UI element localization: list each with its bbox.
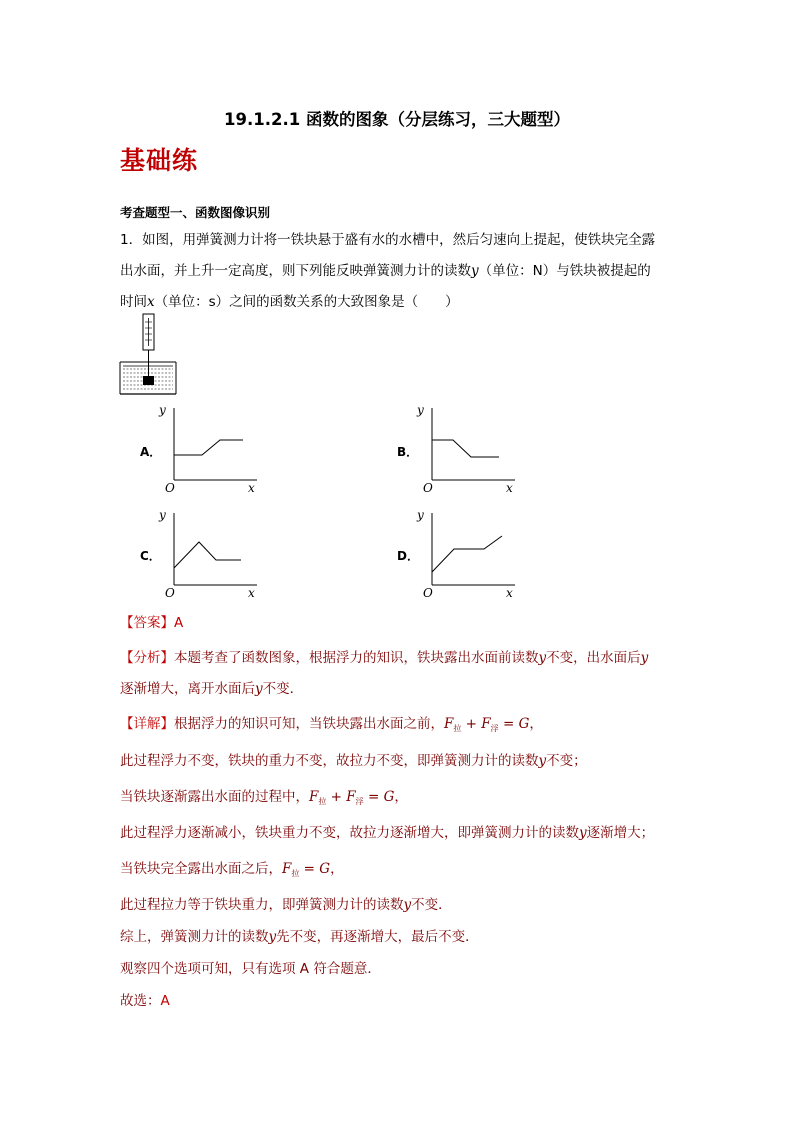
option-d-label: D．: [397, 549, 419, 563]
option-b-label: B．: [397, 445, 419, 459]
svg-text:y: y: [417, 403, 424, 417]
svg-text:O: O: [423, 586, 433, 600]
option-c-label: C．: [140, 549, 161, 563]
answer-line: 【答案】A: [120, 615, 184, 631]
option-c-graph: [155, 505, 265, 600]
question-line-2: 出水面，并上升一定高度，则下列能反映弹簧测力计的读数y（单位：N）与铁块被提起的: [120, 263, 651, 279]
svg-text:y: y: [159, 508, 166, 522]
svg-text:O: O: [165, 586, 175, 600]
option-b-graph: [413, 400, 523, 495]
svg-text:O: O: [423, 481, 433, 495]
detail-line-4: 此过程浮力逐渐减小，铁块重力不变，故拉力逐渐增大，即弹簧测力计的读数y逐渐增大；: [120, 825, 655, 841]
svg-text:y: y: [417, 508, 424, 522]
svg-text:y: y: [159, 403, 166, 417]
detail-line-5: 当铁块完全露出水面之后，$F_拉 = G$，: [120, 861, 344, 878]
svg-text:x: x: [506, 586, 513, 600]
detail-line-9: 故选：A: [120, 993, 170, 1009]
svg-text:x: x: [248, 586, 255, 600]
detail-line-2: 此过程浮力不变，铁块的重力不变，故拉力不变，即弹簧测力计的读数y不变；: [120, 753, 587, 769]
question-type-heading: 考查题型一、函数图像识别: [120, 205, 271, 220]
spring-scale-tank-figure: [118, 312, 180, 396]
detail-line-7: 综上，弹簧测力计的读数y先不变，再逐渐增大，最后不变．: [120, 929, 479, 945]
detail-line-3: 当铁块逐渐露出水面的过程中，$F_拉 + F_浮 = G$，: [120, 789, 408, 806]
detail-line-6: 此过程拉力等于铁块重力，即弹簧测力计的读数y不变．: [120, 897, 452, 913]
question-line-3: 时间x（单位：s）之间的函数关系的大致图象是（ ）: [120, 294, 459, 310]
svg-text:O: O: [165, 481, 175, 495]
detail-line-1: 【详解】根据浮力的知识可知，当铁块露出水面之前，$F_拉 + F_浮 = G$，: [120, 716, 543, 733]
option-a-label: A．: [140, 445, 162, 459]
option-d-graph: [413, 505, 523, 600]
section-heading: 基础练: [120, 146, 199, 175]
svg-text:x: x: [506, 481, 513, 495]
page-title: 19.1.2.1 函数的图象（分层练习，三大题型）: [224, 110, 570, 129]
analysis-line-2: 逐渐增大，离开水面后y不变．: [120, 681, 304, 697]
option-a-graph: [155, 400, 265, 495]
analysis-line-1: 【分析】本题考查了函数图象，根据浮力的知识，铁块露出水面前读数y不变，出水面后y: [120, 650, 649, 666]
svg-text:x: x: [248, 481, 255, 495]
detail-line-8: 观察四个选项可知，只有选项 A 符合题意．: [120, 961, 381, 977]
question-line-1: 1．如图，用弹簧测力计将一铁块悬于盛有水的水槽中，然后匀速向上提起，使铁块完全露: [120, 232, 656, 248]
